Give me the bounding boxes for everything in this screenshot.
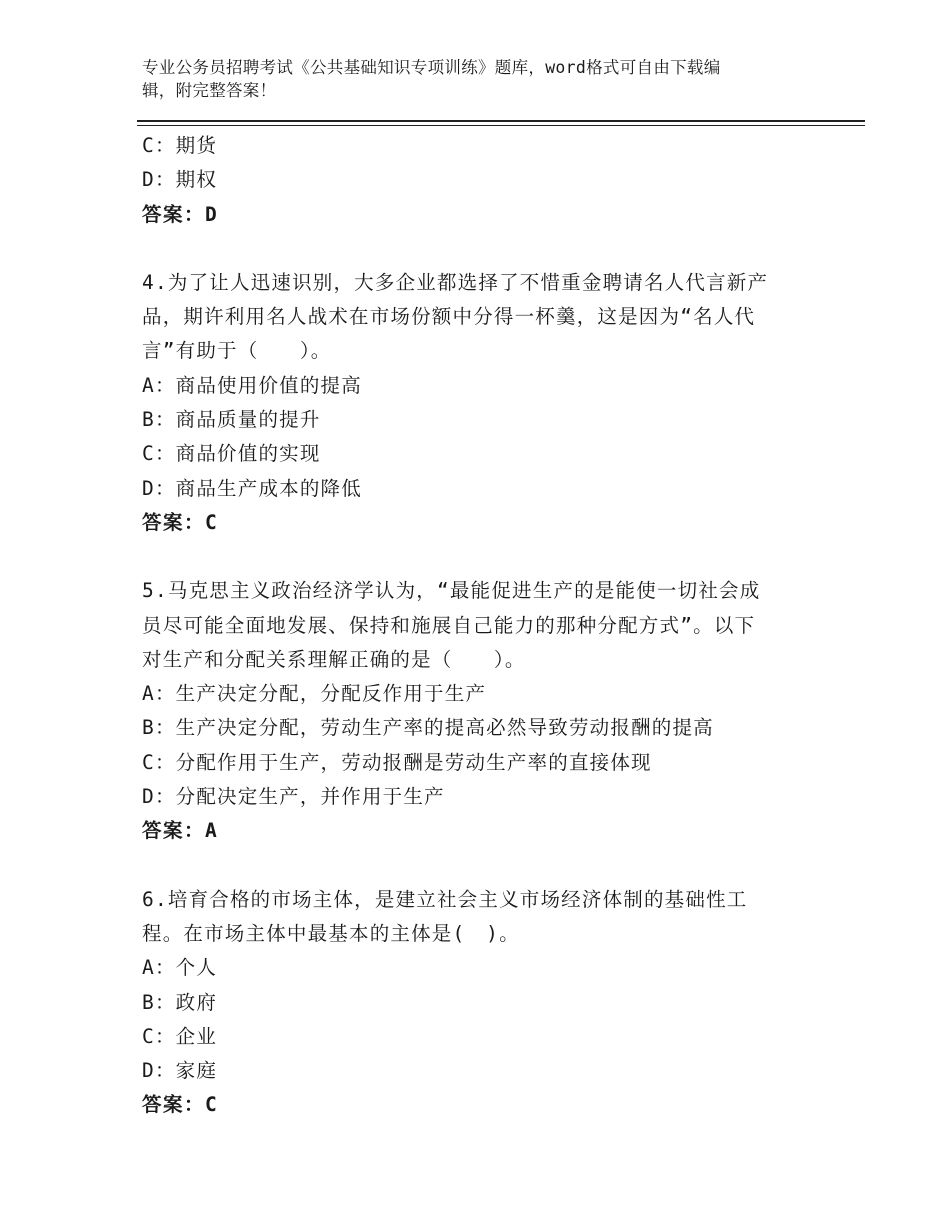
answer-label: 答案：C — [142, 1093, 219, 1117]
option-b: B：政府 — [142, 990, 218, 1014]
answer-label: 答案：C — [142, 510, 219, 534]
option-a: A：个人 — [142, 956, 218, 980]
question-text-line: 5.马克思主义政治经济学认为，“最能促进生产的是能使一切社会成 — [142, 579, 761, 603]
question-text-line: 6.培育合格的市场主体，是建立社会主义市场经济体制的基础性工 — [142, 887, 748, 911]
option-a: A：商品使用价值的提高 — [142, 373, 362, 397]
question-text-line: 程。在市场主体中最基本的主体是( )。 — [142, 921, 520, 945]
question-text-line: 品，期许利用名人战术在市场份额中分得一杯羹，这是因为“名人代 — [142, 305, 756, 329]
page-header — [142, 56, 792, 102]
header-rule-thin — [137, 125, 865, 126]
option-b: B：商品质量的提升 — [142, 408, 321, 432]
option-c: C：商品价值的实现 — [142, 442, 321, 466]
spacer — [142, 540, 802, 574]
answer-label: 答案：A — [142, 819, 219, 843]
question-content — [142, 129, 802, 1123]
option-a: A：生产决定分配，分配反作用于生产 — [142, 682, 487, 706]
option-c: C：期货 — [142, 134, 218, 157]
header-line-1: 专业公务员招聘考试《公共基础知识专项训练》题库，word格式可自由下载编 — [142, 58, 721, 77]
question-text-line: 言”有助于（ ）。 — [142, 339, 332, 363]
option-c: C：分配作用于生产，劳动报酬是劳动生产率的直接体现 — [142, 750, 652, 774]
answer-label: 答案：D — [142, 202, 219, 226]
option-c: C：企业 — [142, 1024, 218, 1048]
question-4 — [142, 266, 802, 540]
question-text-line: 员尽可能全面地发展、保持和施展自己能力的那种分配方式”。以下 — [142, 613, 756, 637]
question-5 — [142, 574, 802, 848]
option-d: D：商品生产成本的降低 — [142, 476, 362, 500]
question-6 — [142, 883, 802, 1123]
question-text-line: 4.为了让人迅速识别，大多企业都选择了不惜重金聘请名人代言新产 — [142, 270, 769, 294]
option-d: D：家庭 — [142, 1059, 218, 1083]
option-b: B：生产决定分配，劳动生产率的提高必然导致劳动报酬的提高 — [142, 716, 714, 740]
header-line-2: 辑，附完整答案！ — [142, 81, 277, 100]
option-d: D：期权 — [142, 168, 218, 192]
spacer — [142, 849, 802, 883]
header-rule-thick — [137, 120, 865, 122]
option-d: D：分配决定生产，并作用于生产 — [142, 785, 445, 809]
previous-question-fragment — [142, 129, 802, 232]
spacer — [142, 232, 802, 266]
question-text-line: 对生产和分配关系理解正确的是（ ）。 — [142, 647, 526, 671]
